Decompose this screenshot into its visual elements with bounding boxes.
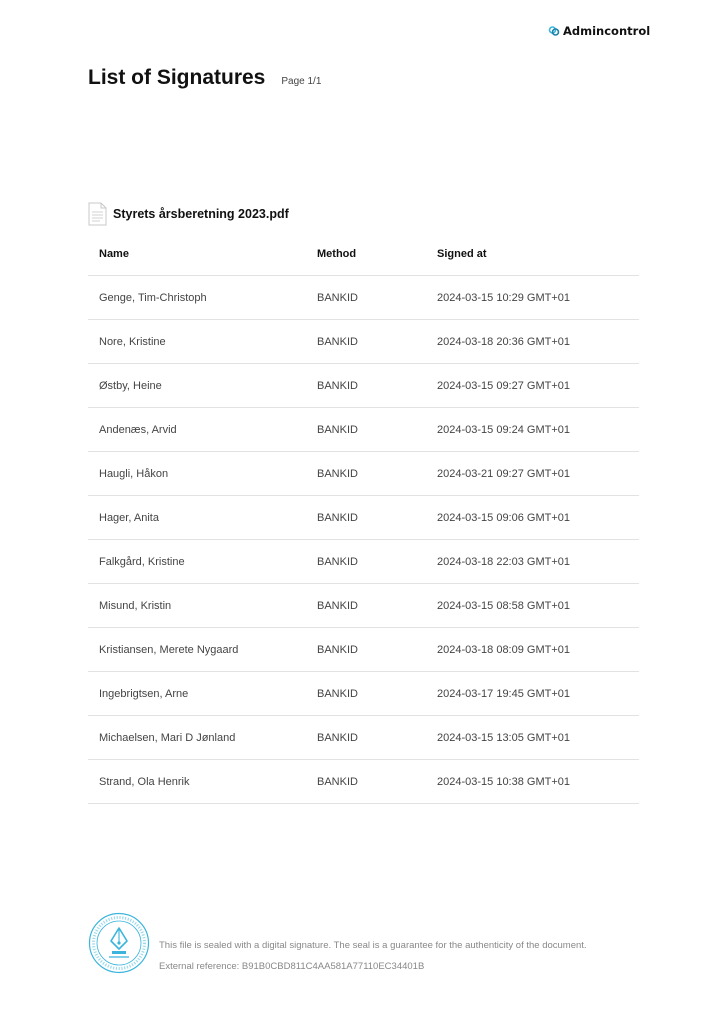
signing-method: BANKID — [306, 540, 426, 584]
digital-seal-icon — [88, 912, 150, 974]
signer-name: Haugli, Håkon — [88, 452, 306, 496]
signed-at: 2024-03-17 19:45 GMT+01 — [426, 672, 639, 716]
signing-method: BANKID — [306, 452, 426, 496]
signed-at: 2024-03-18 20:36 GMT+01 — [426, 320, 639, 364]
signer-name: Genge, Tim-Christoph — [88, 276, 306, 320]
signing-method: BANKID — [306, 716, 426, 760]
signer-name: Kristiansen, Merete Nygaard — [88, 628, 306, 672]
signing-method: BANKID — [306, 672, 426, 716]
table-row — [88, 276, 639, 320]
signing-method: BANKID — [306, 584, 426, 628]
signed-at: 2024-03-18 08:09 GMT+01 — [426, 628, 639, 672]
signer-name: Andenæs, Arvid — [88, 408, 306, 452]
signing-method: BANKID — [306, 276, 426, 320]
signing-method: BANKID — [306, 496, 426, 540]
column-header-name: Name — [88, 232, 306, 276]
admincontrol-logo-icon — [548, 25, 560, 37]
title-row — [88, 66, 321, 90]
signatures-table — [88, 232, 639, 804]
signed-at: 2024-03-15 13:05 GMT+01 — [426, 716, 639, 760]
signed-at: 2024-03-18 22:03 GMT+01 — [426, 540, 639, 584]
signed-at: 2024-03-15 08:58 GMT+01 — [426, 584, 639, 628]
table-row — [88, 496, 639, 540]
page-title: List of Signatures — [88, 66, 266, 89]
table-row — [88, 672, 639, 716]
signed-at: 2024-03-21 09:27 GMT+01 — [426, 452, 639, 496]
table-row — [88, 716, 639, 760]
table-row — [88, 364, 639, 408]
table-row — [88, 628, 639, 672]
signed-at: 2024-03-15 10:29 GMT+01 — [426, 276, 639, 320]
brand-name: Admincontrol — [563, 24, 651, 38]
table-row — [88, 408, 639, 452]
signed-at: 2024-03-15 09:27 GMT+01 — [426, 364, 639, 408]
column-header-method: Method — [306, 232, 426, 276]
signing-method: BANKID — [306, 760, 426, 804]
signed-at: 2024-03-15 09:06 GMT+01 — [426, 496, 639, 540]
seal-footer — [159, 935, 587, 977]
table-row — [88, 760, 639, 804]
signed-at: 2024-03-15 09:24 GMT+01 — [426, 408, 639, 452]
signing-method: BANKID — [306, 364, 426, 408]
signer-name: Nore, Kristine — [88, 320, 306, 364]
signing-method: BANKID — [306, 408, 426, 452]
page-number: Page 1/1 — [281, 76, 322, 87]
document-name: Styrets årsberetning 2023.pdf — [113, 207, 289, 221]
brand-logo — [548, 24, 650, 38]
signing-method: BANKID — [306, 628, 426, 672]
signing-method: BANKID — [306, 320, 426, 364]
signer-name: Østby, Heine — [88, 364, 306, 408]
table-row — [88, 584, 639, 628]
table-header-row — [88, 232, 639, 276]
signer-name: Michaelsen, Mari D Jønland — [88, 716, 306, 760]
seal-text: This file is sealed with a digital signature. The seal is a guarantee for the authenticity of the document. — [159, 940, 587, 951]
document-heading — [88, 202, 289, 226]
document-icon — [88, 202, 107, 226]
signer-name: Falkgård, Kristine — [88, 540, 306, 584]
external-reference: External reference: B91B0CBD811C4AA581A77110EC34401B — [159, 961, 425, 972]
signer-name: Misund, Kristin — [88, 584, 306, 628]
signer-name: Ingebrigtsen, Arne — [88, 672, 306, 716]
table-row — [88, 320, 639, 364]
table-row — [88, 452, 639, 496]
signed-at: 2024-03-15 10:38 GMT+01 — [426, 760, 639, 804]
table-row — [88, 540, 639, 584]
column-header-signed-at: Signed at — [426, 232, 639, 276]
signer-name: Hager, Anita — [88, 496, 306, 540]
signer-name: Strand, Ola Henrik — [88, 760, 306, 804]
